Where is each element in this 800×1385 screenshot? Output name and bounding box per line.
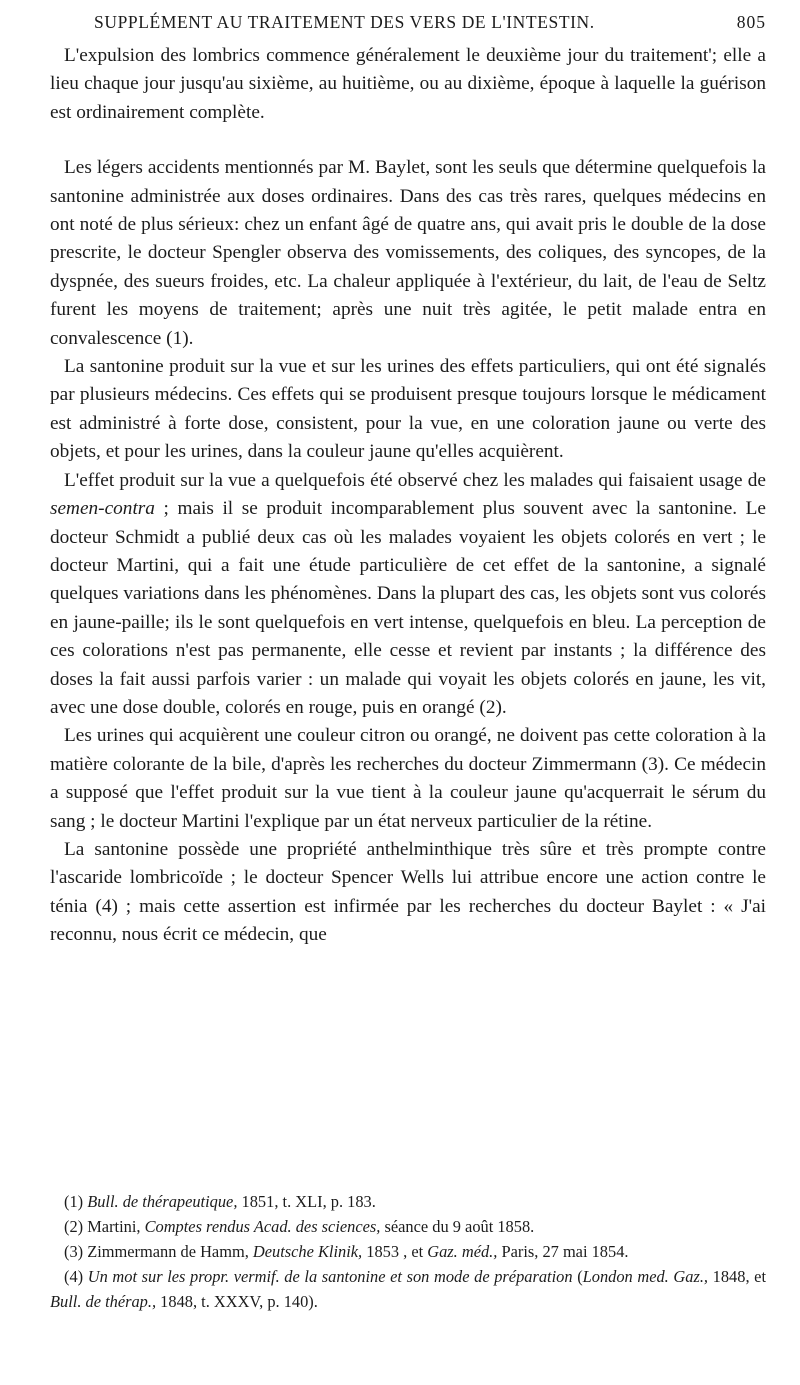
paragraph-anthelminthic: La santonine possède une propriété anthelminthique très sûre et très prompte contre l'ascaride lombricoïde ; le docteur Spencer Wells lui attribue encore une action contre le ténia (4) ; mais cette assertion est infirmée par les recherches du docteur Baylet : « J'ai reconnu, nous écrit ce médecin, que (50, 838, 766, 946)
footnote-source-title-2: Gaz. méd., (427, 1242, 498, 1261)
footnote-details: séance du 9 août 1858. (380, 1217, 535, 1236)
paragraph-effects: La santonine produit sur la vue et sur les urines des effets particuliers, qui ont été signalés par plusieurs médecins. Ces effets qui se produisent presque toujours lorsque le médicament est administré à forte dose, consistent, pour la vue, en une coloration jaune ou verte des objets, et pour les urines, dans la couleur jaune qu'elles acquièrent. (50, 356, 766, 463)
footnote-source-title: Un mot sur les propr. vermif. de la santonine et son mode de préparation (87, 1267, 573, 1286)
paragraph-vision (50, 467, 766, 723)
footnotes (50, 1189, 766, 1314)
paragraph-expulsion: L'expulsion des lombrics commence généralement le deuxième jour du traitement'; elle a lieu chaque jour jusqu'au sixième, au huitième, ou au dixième, époque à laquelle la guérison est ordinairement complète. (50, 45, 766, 123)
footnote-number: (4) (64, 1267, 88, 1286)
book-page (50, 0, 766, 1385)
footnote-3 (50, 1239, 766, 1264)
footnote-number: (1) (64, 1192, 88, 1211)
footnote-source-title: Deutsche Klinik, (252, 1242, 363, 1261)
footnote-details: 1851, t. XLI, p. 183. (237, 1192, 376, 1211)
paragraph-urines: Les urines qui acquièrent une couleur citron ou orangé, ne doivent pas cette coloration à la matière colorante de la bile, d'après les recherches du docteur Zimmermann (3). Ce médecin a supposé que l'effet produit sur la vue tient à la couleur jaune qu'acquerrait le sérum du sang ; le docteur Martini l'explique par un état nerveux particulier de la rétine. (50, 725, 766, 832)
footnote-details: 1848, et (708, 1267, 767, 1286)
semen-contra-term: semen-contra (50, 498, 155, 520)
paragraph-vision-start: L'effet produit sur la vue a quelquefois été observé chez les malades qui faisaient usage de (64, 469, 766, 491)
footnote-details: Paris, 27 mai 1854. (497, 1242, 629, 1261)
running-title: SUPPLÉMENT AU TRAITEMENT DES VERS DE L'INTESTIN. (94, 12, 595, 32)
footnote-details: 1853 , et (362, 1242, 428, 1261)
footnote-author: Martini, (87, 1217, 145, 1236)
paragraph-accidents: Les légers accidents mentionnés par M. Baylet, sont les seuls que détermine quelquefois la santonine administrée aux doses ordinaires. Dans des cas très rares, quelques médecins en ont noté de plus sérieux: chez un enfant âgé de quatre ans, qui avait pris le double de la dose prescrite, le docteur Spengler observa des vomissements, des coliques, des syncopes, de la dyspnée, des sueurs froides, etc. La chaleur appliquée à l'extérieur, du lait, de l'eau de Seltz furent les moyens de traitement; après une nuit très agitée, le petit malade entra en convalescence (1). (50, 157, 766, 349)
paragraph-vision-rest: ; mais il se produit incomparablement plus souvent avec la santonine. Le docteur Schmidt a publié deux cas où les malades voyaient les objets colorés en vert ; le docteur Martini, qui a fait une étude particulière de cet effet de la santonine, a signalé quelques variations dans les phénomènes. Dans la plupart des cas, les objets sont vus colorés en jaune-paille; ils le sont quelquefois en vert intense, quelquefois en bleu. La perception de ces colorations n'est pas permanente, elle cesse et revient par instants ; la différence des doses la fait aussi parfois varier : un malade qui voyait les objets colorés en jaune, les vit, avec une dose double, colorés en rouge, puis en orangé (2). (50, 498, 766, 718)
footnote-1 (50, 1189, 766, 1214)
main-text (50, 42, 766, 950)
footnote-4 (50, 1264, 766, 1314)
footnote-number: (2) (64, 1217, 88, 1236)
footnote-source-title: Comptes rendus Acad. des sciences, (144, 1217, 381, 1236)
footnote-source-title-2: London med. Gaz., (582, 1267, 709, 1286)
footnote-number: (3) (64, 1242, 88, 1261)
running-header (50, 12, 766, 38)
page-number: 805 (736, 12, 766, 32)
footnote-source-title-3: Bull. de thérap., (50, 1292, 157, 1311)
footnote-author: Zimmermann de Hamm, (87, 1242, 253, 1261)
footnote-details: ( (572, 1267, 583, 1286)
footnote-source-title: Bull. de thérapeutique, (87, 1192, 238, 1211)
footnote-details: 1848, t. XXXV, p. 140). (156, 1292, 318, 1311)
footnote-2 (50, 1214, 766, 1239)
